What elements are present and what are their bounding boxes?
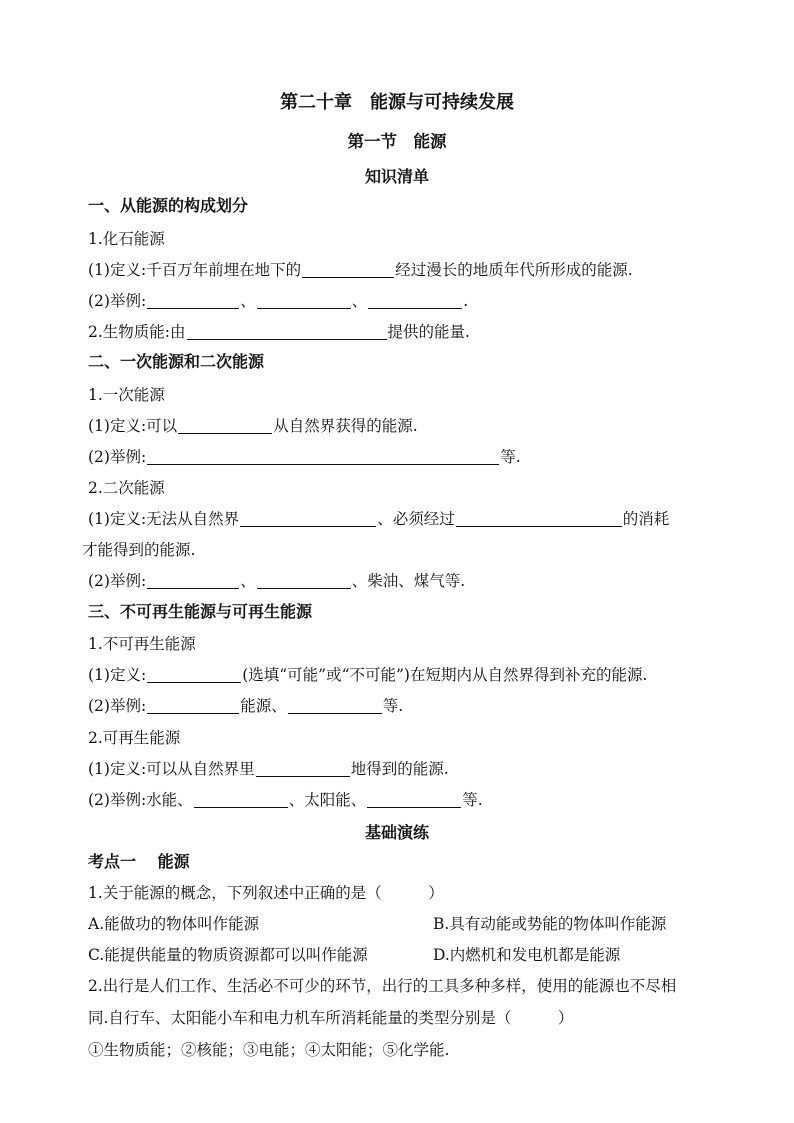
blank-2[interactable] bbox=[147, 292, 239, 309]
blank-14[interactable] bbox=[288, 697, 382, 714]
question-1-option-d[interactable]: D.内燃机和发电机都是能源 bbox=[433, 946, 621, 964]
part1-sub2-text-b: 提供的能量. bbox=[387, 323, 470, 341]
part2-def-text-a: (1)定义:可以 bbox=[88, 417, 178, 435]
blank-10[interactable] bbox=[147, 572, 239, 589]
part1-sub2-text-a: 2.生物质能:由 bbox=[88, 323, 186, 341]
part3-ex2-text-b: 、太阳能、 bbox=[288, 791, 367, 809]
blank-12[interactable] bbox=[147, 666, 241, 683]
part2-def2-text-a: (1)定义:无法从自然界 bbox=[88, 510, 240, 528]
blank-9[interactable] bbox=[456, 510, 622, 527]
part1-definition bbox=[88, 260, 633, 280]
part3-ex2-text-a: (2)举例:水能、 bbox=[88, 791, 193, 809]
blank-17[interactable] bbox=[367, 791, 461, 808]
part2-ex-end: 等. bbox=[500, 448, 521, 466]
part1-sep-1: 、 bbox=[240, 292, 256, 310]
part2-def-text-b: 从自然界获得的能源. bbox=[273, 417, 418, 435]
blank-3[interactable] bbox=[257, 292, 351, 309]
section-title: 第一节 能源 bbox=[347, 132, 447, 151]
blank-6[interactable] bbox=[178, 417, 272, 434]
question-1-stem: 1.关于能源的概念，下列叙述中正确的是（ ） bbox=[88, 884, 444, 902]
part3-def2-text-b: 地得到的能源. bbox=[350, 760, 449, 778]
chapter-title: 第二十章 能源与可持续发展 bbox=[280, 92, 514, 113]
blank-13[interactable] bbox=[147, 697, 239, 714]
part3-def-text-a: (1)定义: bbox=[88, 666, 147, 684]
part1-heading: 一、从能源的构成划分 bbox=[88, 196, 249, 215]
part2-sub1: 1.一次能源 bbox=[88, 386, 165, 404]
part3-ex-end: 等. bbox=[382, 697, 404, 715]
part3-definition bbox=[88, 665, 647, 685]
part2-ex2-sep: 、 bbox=[240, 572, 256, 590]
blank-5[interactable] bbox=[187, 323, 387, 340]
blank-8[interactable] bbox=[240, 510, 376, 527]
part3-definition-2 bbox=[88, 759, 449, 779]
blank-1[interactable] bbox=[302, 261, 394, 278]
part3-def-text-b: (选填“可能”或“不可能”)在短期内从自然界得到补充的能源. bbox=[242, 666, 648, 684]
part3-heading: 三、不可再生能源与可再生能源 bbox=[88, 602, 313, 621]
question-2-line-2: 同.自行车、太阳能小车和电力机车所消耗能量的类型分别是（ ） bbox=[88, 1009, 574, 1027]
blank-11[interactable] bbox=[257, 572, 351, 589]
part1-sub1: 1.化石能源 bbox=[88, 230, 165, 248]
part2-ex-label: (2)举例: bbox=[88, 448, 147, 466]
part1-def-text-b: 经过漫长的地质年代所形成的能源. bbox=[395, 261, 633, 279]
question-1-option-c[interactable]: C.能提供能量的物质资源都可以叫作能源 bbox=[88, 946, 368, 964]
part3-examples bbox=[88, 696, 403, 716]
part2-examples-2 bbox=[88, 571, 465, 591]
part1-sep-2: 、 bbox=[351, 292, 368, 310]
blank-4[interactable] bbox=[368, 292, 462, 309]
part3-ex-mid: 能源、 bbox=[240, 697, 287, 715]
part2-def2-continuation: 才能得到的能源. bbox=[82, 541, 196, 559]
question-2-line-1: 2.出行是人们工作、生活必不可少的环节，出行的工具多种多样，使用的能源也不尽相 bbox=[88, 977, 677, 995]
part2-heading: 二、一次能源和二次能源 bbox=[88, 352, 265, 371]
question-1-option-a[interactable]: A.能做功的物体叫作能源 bbox=[88, 915, 260, 933]
blank-16[interactable] bbox=[194, 791, 288, 808]
part3-sub1: 1.不可再生能源 bbox=[88, 635, 196, 653]
part1-ex-label: (2)举例: bbox=[88, 292, 147, 310]
part3-sub2: 2.可再生能源 bbox=[88, 729, 181, 747]
question-1-option-b[interactable]: B.具有动能或势能的物体叫作能源 bbox=[433, 915, 667, 933]
part2-sub2: 2.二次能源 bbox=[88, 479, 165, 497]
part3-ex2-end: 等. bbox=[462, 791, 483, 809]
practice-heading: 基础演练 bbox=[364, 823, 429, 842]
exam-point-heading: 考点一 能源 bbox=[88, 852, 190, 871]
part2-definition-2 bbox=[88, 509, 669, 529]
part2-ex2-label: (2)举例: bbox=[88, 572, 147, 590]
part1-sub2 bbox=[88, 322, 470, 342]
question-2-line-3: ①生物质能；②核能；③电能；④太阳能；⑤化学能. bbox=[88, 1041, 450, 1059]
blank-7[interactable] bbox=[147, 448, 499, 465]
part3-ex-label: (2)举例: bbox=[88, 697, 147, 715]
part1-def-text-a: (1)定义:千百万年前埋在地下的 bbox=[88, 261, 302, 279]
blank-15[interactable] bbox=[256, 760, 350, 777]
part1-ex-end: . bbox=[463, 292, 469, 310]
part3-def2-text-a: (1)定义:可以从自然界里 bbox=[88, 760, 255, 778]
part2-def2-text-c: 的消耗 bbox=[622, 510, 670, 528]
part2-definition bbox=[88, 416, 418, 436]
part2-def2-text-b: 、必须经过 bbox=[377, 510, 455, 528]
knowledge-heading: 知识清单 bbox=[364, 167, 429, 186]
part3-examples-2 bbox=[88, 790, 483, 810]
part2-examples bbox=[88, 447, 521, 467]
part2-ex2-end: 、柴油、煤气等. bbox=[351, 572, 466, 590]
part1-examples bbox=[88, 291, 468, 311]
